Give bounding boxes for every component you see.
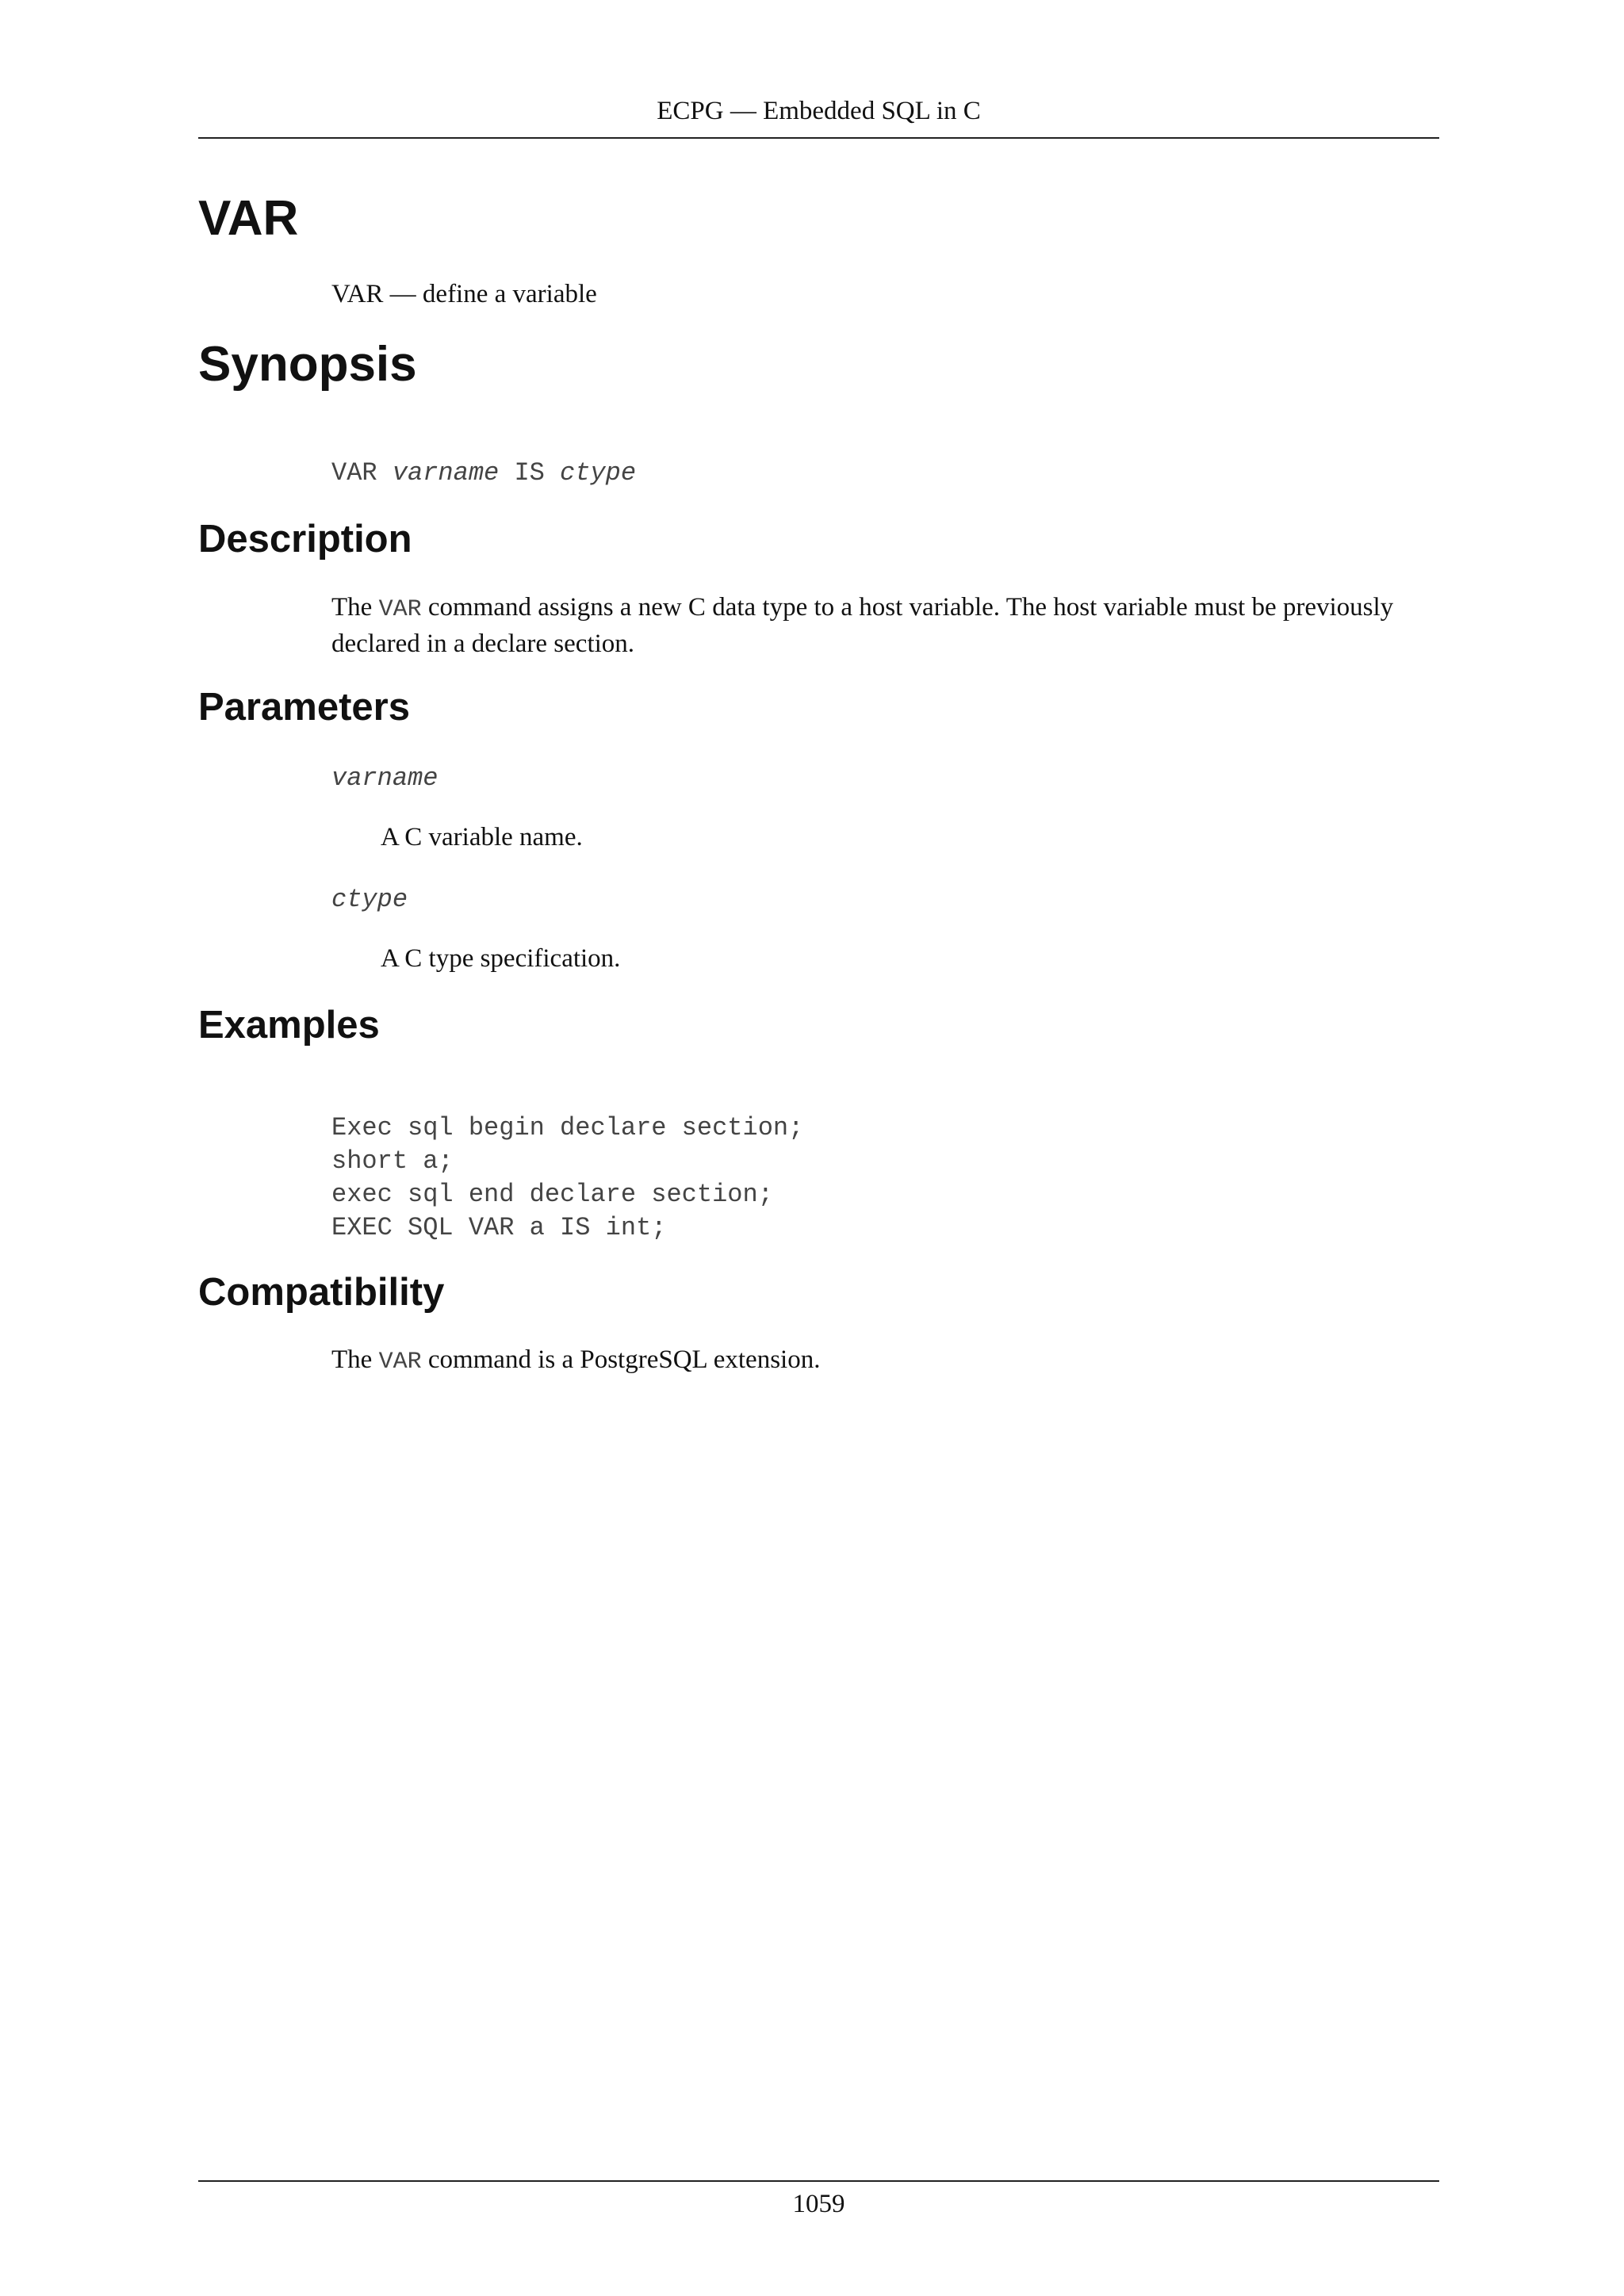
description-heading: Description xyxy=(198,518,412,561)
page-number: 1059 xyxy=(792,2190,845,2218)
description-paragraph xyxy=(331,591,1442,661)
header-rule xyxy=(198,137,1439,139)
synopsis-cmd: VAR xyxy=(331,458,377,488)
synopsis-code xyxy=(331,457,636,490)
example-code-line: exec sql end declare section; xyxy=(331,1180,773,1209)
example-code-line: Exec sql begin declare section; xyxy=(331,1113,804,1142)
parameters-heading: Parameters xyxy=(198,686,410,729)
example-code-line: short a; xyxy=(331,1146,454,1176)
page-title: VAR xyxy=(198,191,299,246)
param-term-varname: varname xyxy=(331,763,439,793)
compatibility-text: command is a PostgreSQL extension. xyxy=(427,1345,821,1374)
description-prefix: The xyxy=(331,593,373,622)
compatibility-heading: Compatibility xyxy=(198,1271,445,1314)
compatibility-paragraph xyxy=(331,1343,1442,1380)
param-term-ctype: ctype xyxy=(331,885,408,914)
synopsis-arg-ctype: ctype xyxy=(560,458,637,488)
example-code-line: EXEC SQL VAR a IS int; xyxy=(331,1213,667,1242)
synopsis-keyword: IS xyxy=(514,458,545,488)
footer-rule xyxy=(198,2180,1439,2182)
compatibility-prefix: The xyxy=(331,1345,373,1374)
description-cmd: VAR xyxy=(378,596,422,623)
param-desc-ctype: A C type specification. xyxy=(381,944,621,973)
refpurpose: VAR — define a variable xyxy=(331,280,597,308)
param-desc-varname: A C variable name. xyxy=(381,823,583,851)
description-text: command assigns a new C data type to a host variable. The host variable must be previously declared in a declare section. xyxy=(331,593,1394,658)
synopsis-arg-varname: varname xyxy=(392,458,500,488)
running-header: ECPG — Embedded SQL in C xyxy=(657,97,981,125)
synopsis-heading: Synopsis xyxy=(198,337,417,392)
compatibility-cmd: VAR xyxy=(378,1349,422,1376)
examples-heading: Examples xyxy=(198,1004,380,1047)
